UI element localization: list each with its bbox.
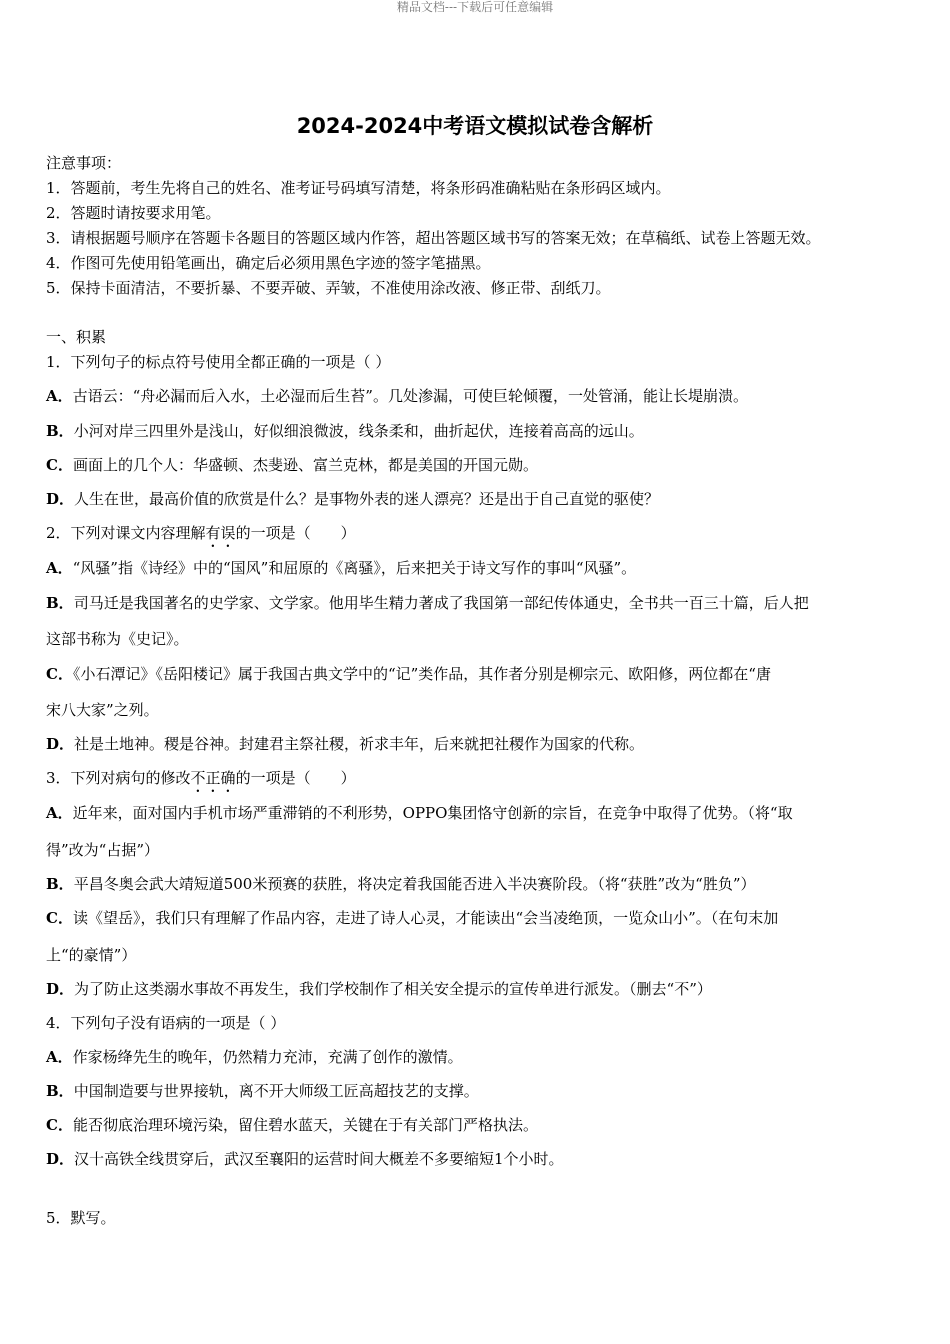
stem-text: 的一项是（ ） [235, 524, 356, 542]
option-letter: D． [46, 490, 75, 508]
option-text: 近年来，面对国内手机市场严重滞销的不利形势，OPPO集团恪守创新的宗旨，在竞争中取得了优势。（将“取 [72, 804, 793, 822]
option-letter: B． [46, 1082, 74, 1100]
option-text: “风骚”指《诗经》中的“国风”和屈原的《离骚》，后来把关于诗文写作的事叫“风骚”。 [72, 559, 637, 577]
q2-option-b-cont: 这部书称为《史记》。 [46, 630, 189, 648]
q4-option-b [46, 1081, 916, 1101]
option-letter: D． [46, 1150, 75, 1168]
option-text: 为了防止这类溺水事故不再发生，我们学校制作了相关安全提示的宣传单进行派发。（删去“不”） [74, 980, 712, 998]
header-note: 精品文档---下载后可任意编辑 [396, 0, 554, 14]
notice-item: 1．答题前，考生先将自己的姓名、准考证号码填写清楚，将条形码准确粘贴在条形码区域内。 [46, 179, 671, 197]
stem-text: 3．下列对病句的修改 [46, 769, 191, 787]
q3-option-c [46, 908, 916, 928]
option-letter: A． [46, 387, 73, 405]
option-text: 读《望岳》，我们只有理解了作品内容，走进了诗人心灵，才能读出“会当凌绝顶，一览众山小”。（在句末加 [72, 909, 779, 927]
question-2-stem [46, 523, 916, 551]
option-text: 古语云：“舟必漏而后入水，土必湿而后生苔”。几处渗漏，可使巨轮倾覆，一处管涌，能让长堤崩溃。 [72, 387, 748, 405]
option-text: 社是土地神。稷是谷神。封建君主祭社稷，祈求丰年，后来就把社稷作为国家的代称。 [74, 735, 645, 753]
q3-option-a-cont: 得”改为“占据”） [46, 841, 160, 859]
q2-option-c-cont: 宋八大家”之列。 [46, 701, 159, 719]
option-letter: B． [46, 422, 74, 440]
notice-item: 4．作图可先使用铅笔画出，确定后必须用黑色字迹的签字笔描黑。 [46, 254, 491, 272]
stem-text: 2．下列对课文内容理解 [46, 524, 206, 542]
option-text: 能否彻底治理环境污染，留住碧水蓝天，关键在于有关部门严格执法。 [72, 1116, 538, 1134]
stem-emphasis: 有误 [205, 524, 236, 542]
option-letter: B． [46, 594, 74, 612]
q4-option-c [46, 1115, 916, 1135]
section-heading: 一、积累 [46, 328, 107, 346]
question-4-stem: 4．下列句子没有语病的一项是（ ） [46, 1014, 286, 1032]
option-text: 汉十高铁全线贯穿后，武汉至襄阳的运营时间大概差不多要缩短1个小时。 [74, 1150, 564, 1168]
notice-item: 5．保持卡面清洁，不要折暴、不要弄破、弄皱，不准使用涂改液、修正带、刮纸刀。 [46, 279, 611, 297]
q2-option-c [46, 664, 916, 684]
notice-item: 3．请根据题号顺序在答题卡各题目的答题区域内作答，超出答题区域书写的答案无效；在草稿纸、试卷上答题无效。 [46, 229, 821, 247]
q4-option-a [46, 1047, 916, 1067]
option-text: 中国制造要与世界接轨，离不开大师级工匠高超技艺的支撑。 [73, 1082, 479, 1100]
option-text: 画面上的几个人：华盛顿、杰斐逊、富兰克林，都是美国的开国元勋。 [72, 456, 538, 474]
q1-option-d [46, 489, 916, 509]
option-letter: C． [46, 1116, 73, 1134]
option-text: 人生在世，最高价值的欣赏是什么？是事物外表的迷人漂亮？还是出于自己直觉的驱使？ [74, 490, 660, 508]
option-letter: C． [46, 909, 73, 927]
option-letter: A． [46, 804, 73, 822]
question-1-stem: 1．下列句子的标点符号使用全都正确的一项是（ ） [46, 353, 391, 371]
question-5-stem: 5．默写。 [46, 1209, 116, 1227]
option-letter: C． [46, 456, 73, 474]
option-letter: C． [46, 665, 73, 683]
option-letter: D． [46, 980, 75, 998]
q3-option-b [46, 874, 916, 894]
option-text: 小河对岸三四里外是浅山，好似细浪微波，线条柔和，曲折起伏，连接着高高的远山。 [73, 422, 644, 440]
q4-option-d [46, 1149, 916, 1169]
option-text: 司马迁是我国著名的史学家、文学家。他用毕生精力著成了我国第一部纪传体通史，全书共一百三十篇，后人把 [73, 594, 809, 612]
question-3-stem [46, 768, 916, 796]
q3-option-c-cont: 上“的豪情”） [46, 946, 137, 964]
q3-option-a [46, 803, 916, 823]
notice-item: 2．答题时请按要求用笔。 [46, 204, 221, 222]
option-letter: D． [46, 735, 75, 753]
page-title: 2024-2024中考语文模拟试卷含解析 [296, 114, 654, 138]
q1-option-c [46, 455, 916, 475]
stem-emphasis: 不正确 [190, 769, 236, 787]
q2-option-a [46, 558, 916, 578]
option-letter: A． [46, 1048, 73, 1066]
q2-option-d [46, 734, 916, 754]
stem-text: 的一项是（ ） [235, 769, 356, 787]
option-text: 《小石潭记》《岳阳楼记》属于我国古典文学中的“记”类作品，其作者分别是柳宗元、欧阳修，两位都在“唐 [72, 665, 771, 683]
q1-option-a [46, 386, 916, 406]
option-letter: B． [46, 875, 74, 893]
option-text: 作家杨绛先生的晚年，仍然精力充沛，充满了创作的激情。 [72, 1048, 463, 1066]
q2-option-b [46, 593, 916, 613]
option-letter: A． [46, 559, 73, 577]
option-text: 平昌冬奥会武大靖短道500米预赛的获胜，将决定着我国能否进入半决赛阶段。（将“获胜”改为“胜负”） [73, 875, 756, 893]
notice-heading: 注意事项： [46, 154, 122, 172]
q1-option-b [46, 421, 916, 441]
q3-option-d [46, 979, 916, 999]
